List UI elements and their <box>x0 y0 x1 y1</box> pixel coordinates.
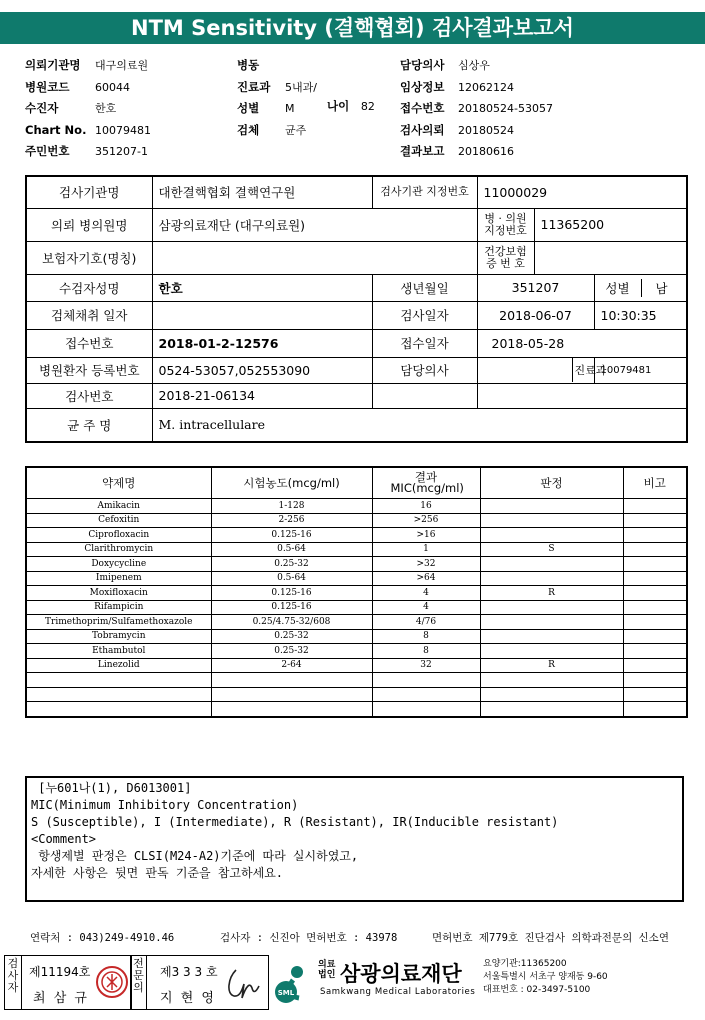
rec-date-value: 2018-05-28 <box>477 329 687 357</box>
test-date-label: 검사일자 <box>372 301 477 329</box>
results-cell <box>211 673 372 688</box>
table-row <box>26 658 687 673</box>
results-cell: 4/76 <box>372 615 480 630</box>
results-cell: Ciprofloxacin <box>26 528 211 543</box>
reg-label: 병원환자 등록번호 <box>26 357 152 383</box>
org-name: 삼광의료재단 <box>340 962 462 986</box>
table-row <box>26 542 687 557</box>
header-row <box>25 120 151 142</box>
sex-cell <box>594 274 687 301</box>
strain-value: M. intracellulare <box>152 408 687 442</box>
results-cell: 8 <box>372 629 480 644</box>
header-row <box>25 98 151 120</box>
dob-value: 351207 <box>477 274 594 301</box>
strain-label: 균 주 명 <box>26 408 152 442</box>
org-info <box>483 958 608 997</box>
header-label: 임상정보 <box>400 79 445 94</box>
testno-blank <box>372 383 477 408</box>
results-cell <box>480 644 623 659</box>
results-cell <box>480 513 623 528</box>
rec-value: 2018-01-2-12576 <box>152 329 372 357</box>
header-value: 20180616 <box>458 145 514 158</box>
results-cell <box>372 702 480 717</box>
results-cell: Clarithromycin <box>26 542 211 557</box>
table-row <box>26 528 687 543</box>
org-info-line: 서울특별시 서초구 양재동 9-60 <box>483 972 608 982</box>
results-cell: Imipenem <box>26 571 211 586</box>
report-title: NTM Sensitivity (결핵협회) 검사결과보고서 <box>0 12 705 44</box>
hi-label: 건강보험 증 번 호 <box>477 241 534 274</box>
results-header-cell: 약제명 <box>26 467 211 499</box>
results-cell <box>480 673 623 688</box>
table-row <box>26 673 687 688</box>
table-row <box>26 615 687 630</box>
results-cell <box>623 658 687 673</box>
results-cell <box>623 702 687 717</box>
inst-value: 대한결핵협회 결핵연구원 <box>152 176 372 208</box>
results-cell <box>480 687 623 702</box>
header-value: 한호 <box>95 102 117 115</box>
results-cell <box>26 702 211 717</box>
table-row <box>26 600 687 615</box>
header-label: 담당의사 <box>400 58 445 72</box>
header-label: 병동 <box>237 58 260 72</box>
sml-logo-icon <box>273 958 317 1006</box>
sig1-vlabel: 검사자 <box>5 956 22 1009</box>
results-cell: 0.125-16 <box>211 586 372 601</box>
results-cell: 2-256 <box>211 513 372 528</box>
license-text: 면허번호 제779호 진단검사 의학과전문의 신소연 <box>432 932 669 944</box>
seal-stamp-icon <box>95 965 129 999</box>
header-value: 균주 <box>285 123 307 137</box>
ins-value <box>152 241 477 274</box>
results-cell <box>623 571 687 586</box>
org-info-line: 요양기관:11365200 <box>483 959 567 969</box>
handwritten-signature-icon <box>222 964 262 1002</box>
org-en: Samkwang Medical Laboratories <box>320 987 476 997</box>
age-label: 나이 <box>327 99 350 113</box>
results-cell: R <box>480 586 623 601</box>
results-cell <box>26 687 211 702</box>
results-body <box>26 499 687 717</box>
header-value: 12062124 <box>458 80 514 94</box>
results-cell <box>372 687 480 702</box>
dept-value: 10079481 <box>594 357 687 383</box>
results-cell <box>480 557 623 572</box>
table-row <box>26 499 687 514</box>
results-cell <box>480 702 623 717</box>
header-value: 5내과/ <box>285 80 317 94</box>
note-line: <Comment> <box>31 832 97 846</box>
results-cell: 0.25-32 <box>211 644 372 659</box>
sex-label: 성별 <box>595 279 642 297</box>
sig2-vlabel: 전문의 <box>130 956 147 1009</box>
header-col1 <box>25 55 151 163</box>
results-cell: 4 <box>372 600 480 615</box>
req-no-label: 병 · 의원 지정번호 <box>477 208 534 241</box>
table-row <box>26 644 687 659</box>
dob-label: 생년월일 <box>372 274 477 301</box>
results-cell: >64 <box>372 571 480 586</box>
header-value: 대구의료원 <box>95 59 149 72</box>
header-label: 접수번호 <box>400 101 445 115</box>
results-header-cell: 비고 <box>623 467 687 499</box>
header-row <box>237 98 317 120</box>
rec-date-label: 접수일자 <box>372 329 477 357</box>
results-cell <box>211 702 372 717</box>
results-cell: Rifampicin <box>26 600 211 615</box>
reg-value: 0524-53057,052553090 <box>152 357 372 383</box>
header-label: 수진자 <box>25 101 59 115</box>
sig2-name: 지 현 영 <box>160 991 216 1006</box>
sig1-no: 제11194호 <box>29 965 91 979</box>
results-cell: 0.5-64 <box>211 542 372 557</box>
results-cell: 1-128 <box>211 499 372 514</box>
results-cell <box>623 586 687 601</box>
table-row <box>26 571 687 586</box>
testno-label: 검사번호 <box>26 383 152 408</box>
ins-label: 보험자기호(명칭) <box>26 241 152 274</box>
header-row <box>25 55 151 77</box>
results-cell <box>480 600 623 615</box>
header-label: 검사의뢰 <box>400 122 445 137</box>
results-cell: 0.125-16 <box>211 600 372 615</box>
req-value: 삼광의료재단 (대구의료원) <box>152 208 477 241</box>
signature-box-tester <box>4 955 132 1010</box>
header-value: 20180524 <box>458 123 514 137</box>
table-row <box>26 513 687 528</box>
results-cell: Amikacin <box>26 499 211 514</box>
results-cell <box>623 644 687 659</box>
results-cell <box>623 542 687 557</box>
results-cell: 0.125-16 <box>211 528 372 543</box>
results-cell: S <box>480 542 623 557</box>
info-table <box>25 175 688 443</box>
results-cell: R <box>480 658 623 673</box>
table-row <box>26 629 687 644</box>
inst-no-label: 검사기관 지정번호 <box>372 176 477 208</box>
results-cell <box>623 513 687 528</box>
table-row <box>26 702 687 717</box>
tester-text: 검사자 : 신진아 면허번호 : 43978 <box>220 932 398 944</box>
header-value: 351207-1 <box>95 145 148 158</box>
hi-value <box>534 241 687 274</box>
req-no-value: 11365200 <box>534 208 687 241</box>
note-line: [누601나(1), D6013001] <box>31 781 192 795</box>
header-row <box>400 120 553 142</box>
results-cell: 0.25/4.75-32/608 <box>211 615 372 630</box>
header-row <box>400 55 553 77</box>
header-label: Chart No. <box>25 122 87 137</box>
results-cell: 8 <box>372 644 480 659</box>
sig2-no: 제3 3 3 호 <box>160 965 218 979</box>
test-time-value: 10:30:35 <box>594 301 687 329</box>
header-label: 성별 <box>237 101 260 115</box>
blank-cell <box>477 383 687 408</box>
results-cell: Trimethoprim/Sulfamethoxazole <box>26 615 211 630</box>
results-cell <box>480 615 623 630</box>
header-row <box>25 141 151 163</box>
results-cell: >16 <box>372 528 480 543</box>
collect-label: 검체채취 일자 <box>26 301 152 329</box>
doctor-value <box>478 358 573 382</box>
sex-value: 남 <box>655 280 668 296</box>
header-row <box>237 55 317 77</box>
name-label: 수검자성명 <box>26 274 152 301</box>
header-label: 검체 <box>237 122 260 137</box>
inst-no-value: 11000029 <box>477 176 687 208</box>
dept-label: 진료과 <box>574 363 607 377</box>
header-value: 60044 <box>95 80 130 94</box>
header-row <box>400 98 553 120</box>
results-cell <box>623 528 687 543</box>
header-label: 병원코드 <box>25 79 70 94</box>
signature-box-specialist <box>130 955 269 1010</box>
header-value: 심상우 <box>458 59 490 72</box>
results-cell: Linezolid <box>26 658 211 673</box>
results-header-row <box>26 467 687 499</box>
header-row <box>237 77 317 99</box>
header-value: M <box>285 102 295 115</box>
doctor-dept <box>477 357 607 383</box>
org-prefix: 의료법인 <box>318 960 336 980</box>
header-row <box>400 141 553 163</box>
inst-label: 검사기관명 <box>26 176 152 208</box>
header-row <box>237 120 317 142</box>
results-cell <box>480 499 623 514</box>
org-info-line: 대표번호 : 02-3497-5100 <box>483 985 591 995</box>
doctor-label: 담당의사 <box>372 357 477 383</box>
results-cell: Doxycycline <box>26 557 211 572</box>
results-cell: 4 <box>372 586 480 601</box>
name-value: 한호 <box>152 274 372 301</box>
contact-text: 연락처 : 043)249-4910.46 <box>30 932 175 944</box>
results-cell: 16 <box>372 499 480 514</box>
results-cell: Moxifloxacin <box>26 586 211 601</box>
note-line: 자세한 사항은 뒷면 판독 기준을 참고하세요. <box>31 866 284 880</box>
table-row <box>26 557 687 572</box>
results-cell <box>623 687 687 702</box>
results-cell: 32 <box>372 658 480 673</box>
results-cell: 2-64 <box>211 658 372 673</box>
header-value: 10079481 <box>95 123 151 137</box>
results-cell: 0.5-64 <box>211 571 372 586</box>
results-cell: Cefoxitin <box>26 513 211 528</box>
testno-value: 2018-21-06134 <box>152 383 372 408</box>
results-cell <box>26 673 211 688</box>
results-cell <box>480 571 623 586</box>
collect-value <box>152 301 372 329</box>
results-cell <box>623 557 687 572</box>
results-cell: Ethambutol <box>26 644 211 659</box>
results-table <box>25 466 688 718</box>
header-label: 결과보고 <box>400 144 445 158</box>
results-header-cell: 결과 MIC(mcg/ml) <box>372 467 480 499</box>
results-cell: 0.25-32 <box>211 629 372 644</box>
note-line: 항생제별 판정은 CLSI(M24-A2)기준에 따라 실시하였고, <box>31 849 359 863</box>
header-label: 진료과 <box>237 79 271 94</box>
test-date-value: 2018-06-07 <box>477 301 594 329</box>
results-cell <box>623 600 687 615</box>
org-block <box>273 958 701 1008</box>
results-header-cell: 판정 <box>480 467 623 499</box>
results-cell: >32 <box>372 557 480 572</box>
header-value: 20180524-53057 <box>458 102 553 115</box>
note-line: S (Susceptible), I (Intermediate), R (Resistant), IR(Inducible resistant) <box>31 815 559 829</box>
results-cell <box>372 673 480 688</box>
header-row <box>400 77 553 99</box>
header-col2 <box>237 55 317 141</box>
results-header-cell: 시험농도(mcg/ml) <box>211 467 372 499</box>
table-row <box>26 586 687 601</box>
results-cell <box>480 528 623 543</box>
age-value: 82 <box>360 100 375 113</box>
note-line: MIC(Minimum Inhibitory Concentration) <box>31 798 299 812</box>
header-row <box>25 77 151 99</box>
results-cell: 0.25-32 <box>211 557 372 572</box>
header-age <box>327 96 375 118</box>
table-row <box>26 687 687 702</box>
results-cell <box>623 673 687 688</box>
results-cell <box>211 687 372 702</box>
logo-text: SML <box>277 989 295 997</box>
header-label: 주민번호 <box>25 144 70 158</box>
results-cell <box>480 629 623 644</box>
results-cell: 1 <box>372 542 480 557</box>
results-cell: Tobramycin <box>26 629 211 644</box>
header-col3 <box>400 55 553 163</box>
req-label: 의뢰 병의원명 <box>26 208 152 241</box>
results-cell <box>623 615 687 630</box>
header-label: 의뢰기관명 <box>25 58 81 72</box>
sig1-name: 최 삼 규 <box>33 991 89 1006</box>
results-cell <box>623 499 687 514</box>
rec-label: 접수번호 <box>26 329 152 357</box>
results-cell: >256 <box>372 513 480 528</box>
results-cell <box>623 629 687 644</box>
notes-box <box>25 776 684 902</box>
